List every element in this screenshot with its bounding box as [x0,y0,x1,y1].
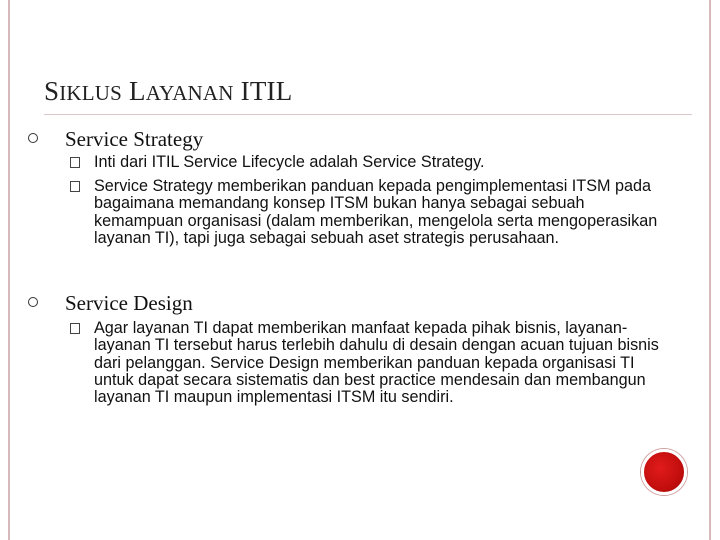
title-rest-1: IKLUS [59,81,123,105]
section-heading-text: Service Design [65,291,193,315]
title-cap-1: S [44,76,60,106]
left-frame-line [8,0,10,540]
circle-bullet-icon [28,133,38,143]
title-rest-2: AYANAN [145,81,234,105]
square-bullet-icon [70,181,80,192]
list-item-text: Inti dari ITIL Service Lifecycle adalah Service Strategy. [94,153,485,171]
square-bullet-icon [70,323,80,334]
list-item-text: Service Strategy memberikan panduan kepada pengimplementasi ITSM pada bagaimana memandang konsep ITSM bukan hanya sebagai sebuah kemampuan organisasi (dalam memberikan, mengelola serta mengoperasikan layanan TI), tapi juga sebagai sebuah aset strategis perusahaan. [94,177,658,247]
title-divider [44,114,692,115]
red-circle-decoration [641,449,687,495]
title-word-3: ITIL [240,76,293,106]
list-item-text: Agar layanan TI dapat memberikan manfaat kepada pihak bisnis, layanan-layanan TI tersebut harus terlebih dahulu di desain dengan acuan tujuan bisnis dari pelanggan. Service Design memberikan panduan kepada organisasi TI untuk dapat secara sistematis dan best practice mendesain dan membangun layanan TI maupun implementasi ITSM itu sendiri. [94,319,659,407]
circle-bullet-icon [28,297,38,307]
square-bullet-icon [70,157,80,168]
slide-title [44,76,292,107]
section-heading-text: Service Strategy [65,127,204,151]
title-cap-2: L [129,76,146,106]
right-frame-line [709,0,711,540]
